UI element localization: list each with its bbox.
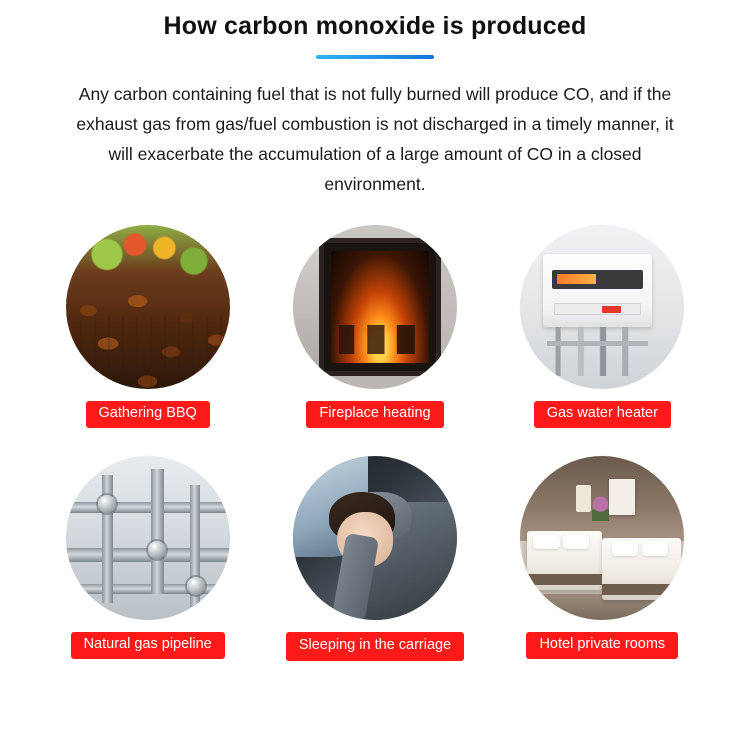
bbq-grill-image xyxy=(66,225,230,389)
scenario-item-bbq xyxy=(34,225,261,428)
pipeline-horizontal-top xyxy=(66,502,230,513)
hotel-bed-runner-2 xyxy=(602,584,681,595)
pipeline-horizontal-bottom xyxy=(66,584,230,594)
scenario-item-pipeline xyxy=(34,456,261,661)
scenario-item-water-heater xyxy=(489,225,716,428)
scenario-label-bbq: Gathering BBQ xyxy=(86,401,210,428)
gas-water-heater-image xyxy=(520,225,684,389)
hotel-room-image xyxy=(520,456,684,620)
hotel-bed-runner-1 xyxy=(527,574,602,585)
page-title: How carbon monoxide is produced xyxy=(163,12,587,40)
scenario-label-fireplace: Fireplace heating xyxy=(306,401,443,428)
scenario-grid xyxy=(0,225,750,661)
child-sleeping-in-car-image xyxy=(293,456,457,620)
hotel-pillow-3 xyxy=(612,541,638,556)
pipeline-vertical-center xyxy=(151,469,164,594)
scenario-label-water-heater: Gas water heater xyxy=(534,401,671,428)
title-divider xyxy=(316,55,434,59)
fireplace-wall xyxy=(293,225,321,389)
scenario-label-pipeline: Natural gas pipeline xyxy=(71,632,225,659)
hotel-pillow-1 xyxy=(533,535,559,550)
pipeline-valve-2 xyxy=(148,541,166,559)
hotel-lamp xyxy=(576,485,591,511)
fireplace-flames xyxy=(331,251,429,363)
scenario-item-carriage xyxy=(261,456,488,661)
intro-paragraph: Any carbon containing fuel that is not fully burned will produce CO, and if the exhaust gas from gas/fuel combustion is not discharged in a timely manner, it will exacerbate the accumulation of a large amount of CO in a closed environment. xyxy=(76,83,674,194)
scenario-item-fireplace xyxy=(261,225,488,428)
fireplace-logs xyxy=(339,325,421,354)
hotel-wall-art xyxy=(609,479,635,515)
heater-display-panel xyxy=(552,270,643,289)
scenario-label-carriage: Sleeping in the carriage xyxy=(286,632,464,661)
heater-pipes xyxy=(547,327,649,376)
heater-body xyxy=(543,254,651,326)
hotel-pillow-4 xyxy=(642,541,668,556)
scenario-label-hotel: Hotel private rooms xyxy=(526,632,678,659)
hotel-pillow-2 xyxy=(563,535,589,550)
title-divider-container xyxy=(0,55,750,59)
fireplace-image xyxy=(293,225,457,389)
gas-pipeline-image xyxy=(66,456,230,620)
hotel-plant xyxy=(592,495,608,521)
heater-control-strip xyxy=(554,303,641,315)
fireplace-frame xyxy=(319,238,440,376)
scenario-item-hotel xyxy=(489,456,716,661)
